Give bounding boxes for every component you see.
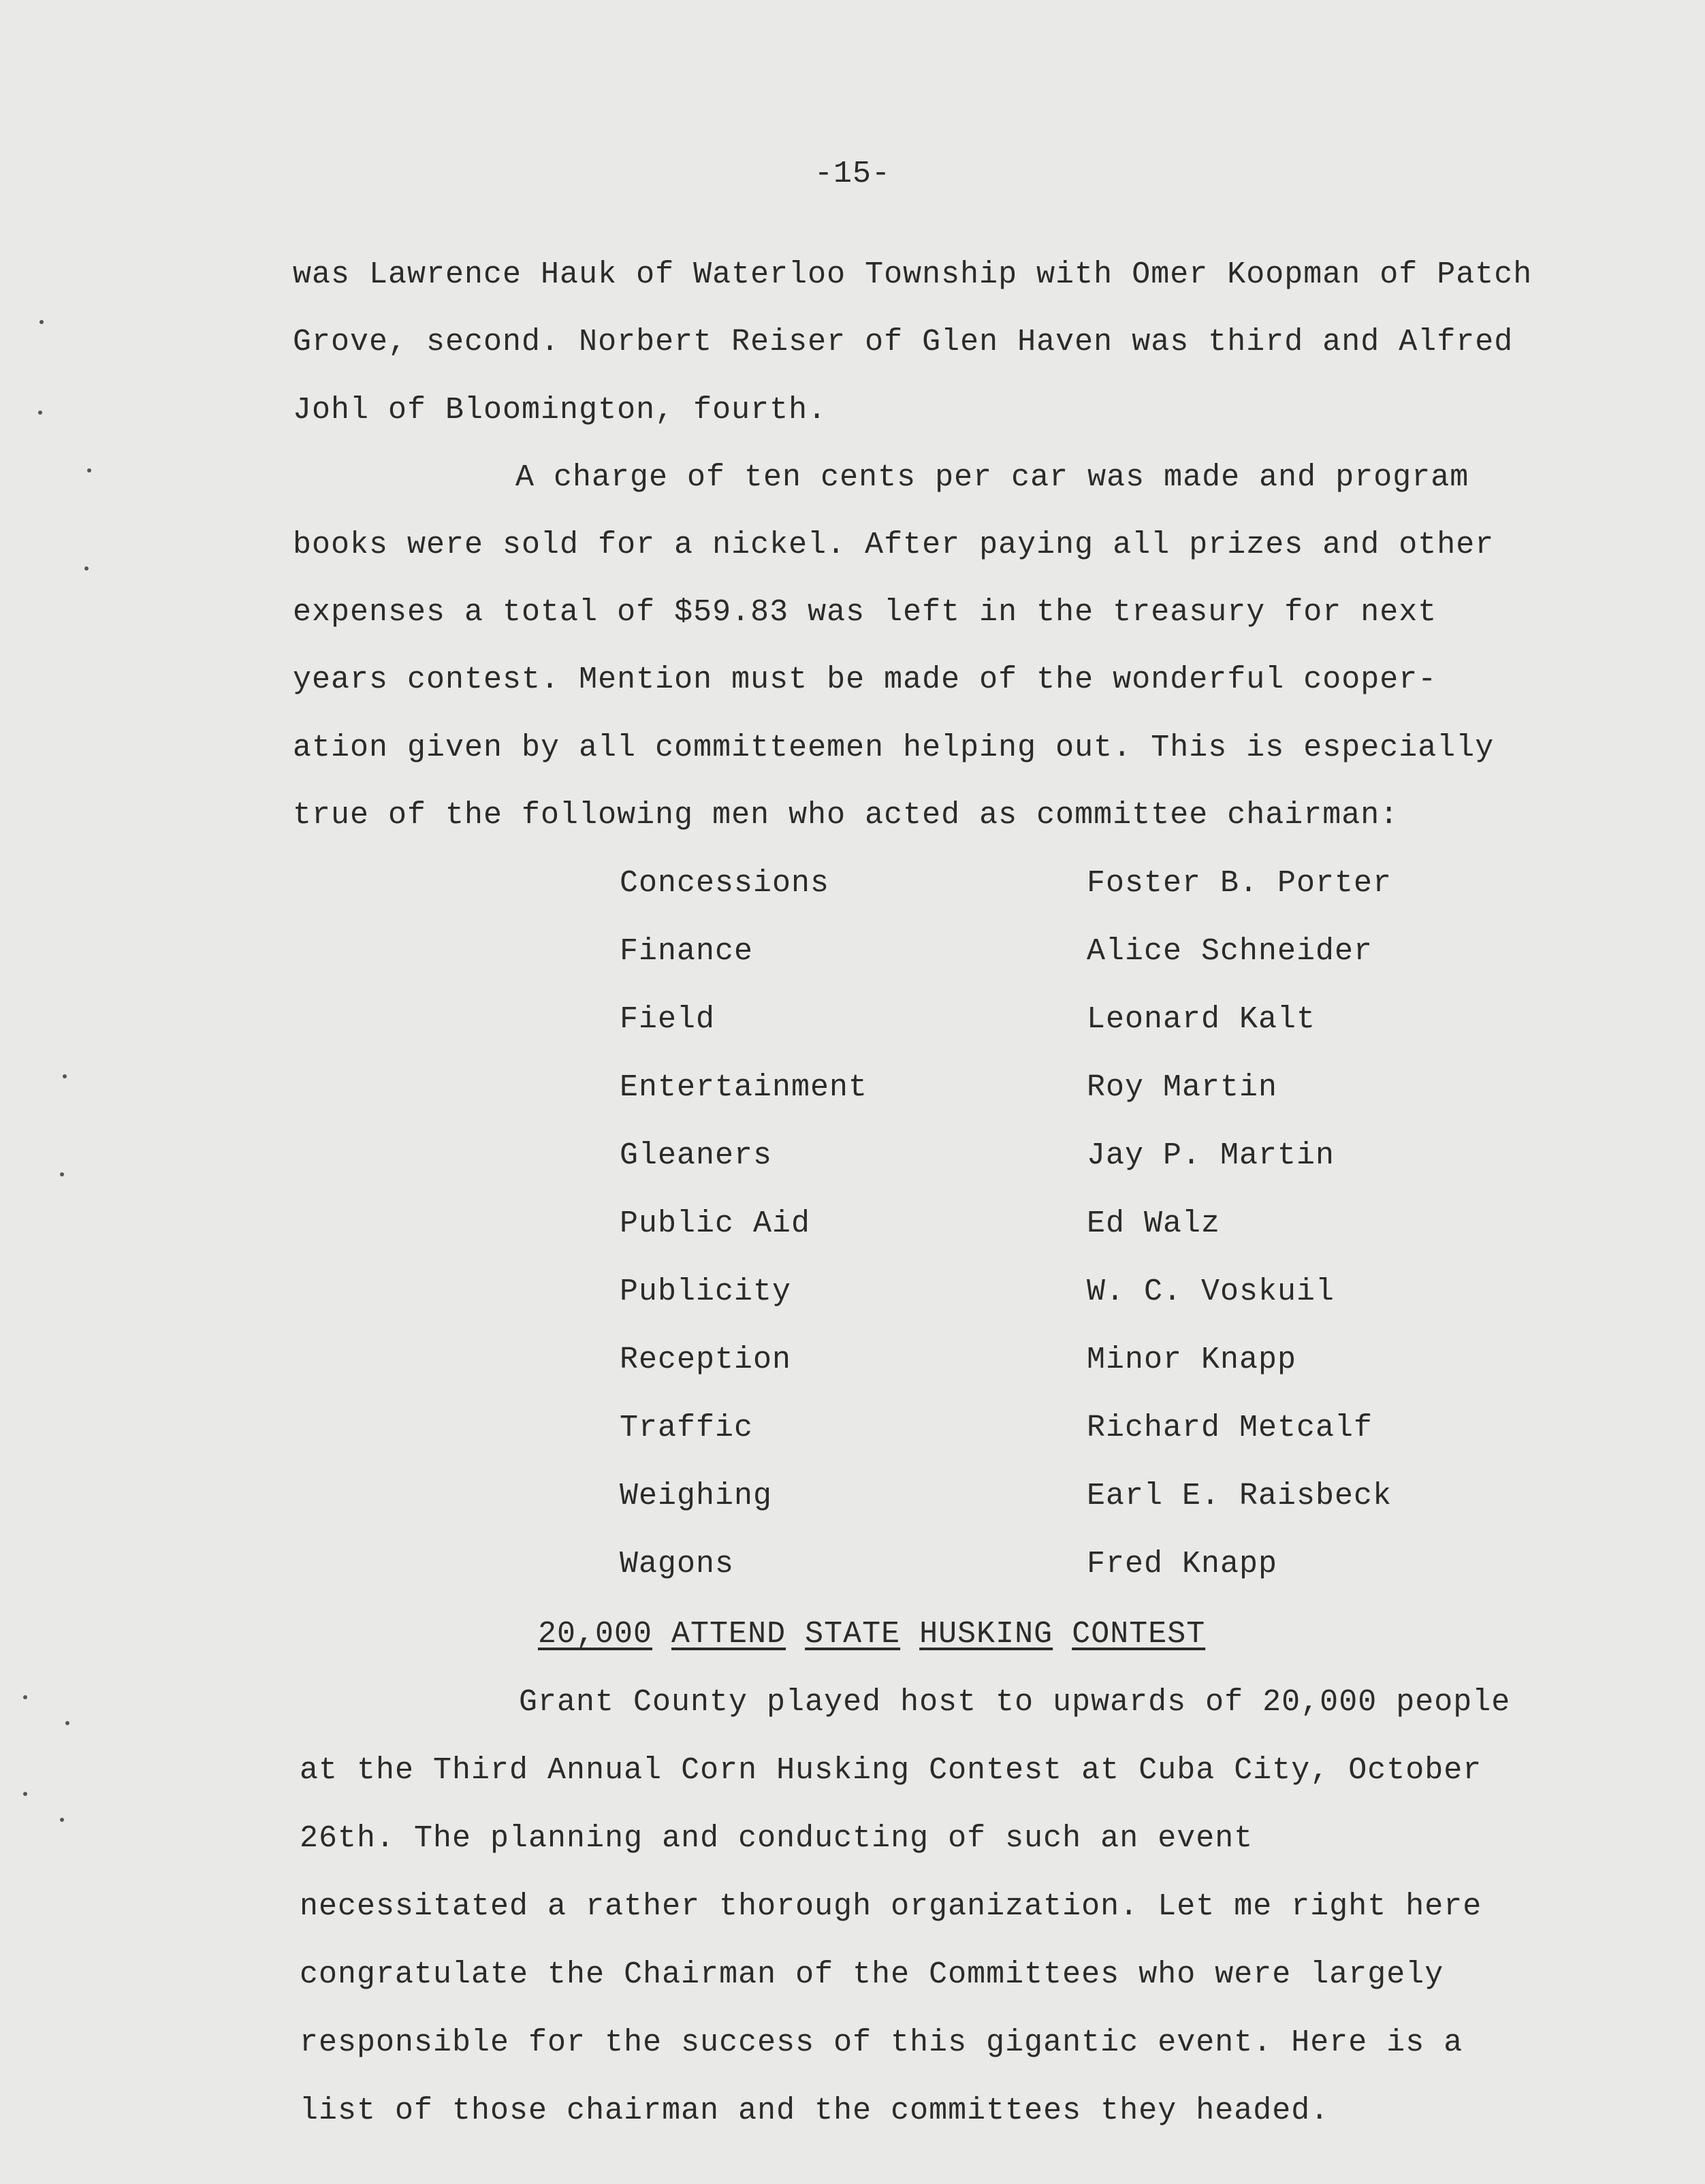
text-line: responsible for the success of this gigantic event. Here is a bbox=[300, 2025, 1463, 2060]
text-line: years contest. Mention must be made of the wonderful cooper- bbox=[293, 662, 1437, 697]
committee-chair: Ed Walz bbox=[1087, 1206, 1221, 1241]
committee-name: Weighing bbox=[620, 1479, 773, 1513]
text-line: Grove, second. Norbert Reiser of Glen Haven was third and Alfred bbox=[293, 325, 1514, 359]
scan-speck bbox=[65, 1721, 69, 1725]
text-line: necessitated a rather thorough organization. Let me right here bbox=[300, 1889, 1482, 1924]
committee-name: Publicity bbox=[620, 1274, 792, 1309]
committee-name: Concessions bbox=[620, 866, 830, 901]
heading-word: HUSKING bbox=[919, 1617, 1053, 1652]
text-line: was Lawrence Hauk of Waterloo Township with Omer Koopman of Patch bbox=[293, 257, 1533, 292]
committee-chair: Jay P. Martin bbox=[1087, 1138, 1335, 1173]
committee-chair: Leonard Kalt bbox=[1087, 1002, 1316, 1037]
text-line: Johl of Bloomington, fourth. bbox=[293, 393, 827, 428]
committee-chair: W. C. Voskuil bbox=[1087, 1274, 1335, 1309]
scan-speck bbox=[84, 566, 89, 571]
committee-chair: Foster B. Porter bbox=[1087, 866, 1392, 901]
heading-word: ATTEND bbox=[671, 1617, 786, 1652]
text-line: 26th. The planning and conducting of such an event bbox=[300, 1821, 1254, 1856]
text-line: A charge of ten cents per car was made and program bbox=[515, 460, 1469, 495]
section-heading bbox=[538, 1617, 1205, 1652]
committee-chair: Earl E. Raisbeck bbox=[1087, 1479, 1392, 1513]
page-number: -15- bbox=[814, 157, 891, 191]
committee-chair: Richard Metcalf bbox=[1087, 1411, 1373, 1445]
scan-speck bbox=[60, 1172, 64, 1176]
committee-chair: Minor Knapp bbox=[1087, 1343, 1297, 1377]
heading-word: STATE bbox=[805, 1617, 901, 1652]
scan-speck bbox=[23, 1695, 27, 1699]
scan-speck bbox=[60, 1818, 64, 1822]
text-line: ation given by all committeemen helping out. This is especially bbox=[293, 730, 1495, 765]
committee-name: Finance bbox=[620, 934, 754, 969]
scan-speck bbox=[87, 468, 91, 472]
committee-chair: Alice Schneider bbox=[1087, 934, 1373, 969]
scan-speck bbox=[39, 320, 44, 324]
committee-name: Reception bbox=[620, 1343, 792, 1377]
text-line: list of those chairman and the committees they headed. bbox=[300, 2093, 1330, 2128]
text-line: books were sold for a nickel. After paying all prizes and other bbox=[293, 528, 1495, 562]
heading-word: CONTEST bbox=[1072, 1617, 1206, 1652]
text-line: expenses a total of $59.83 was left in the treasury for next bbox=[293, 595, 1437, 630]
committee-name: Public Aid bbox=[620, 1206, 811, 1241]
committee-name: Traffic bbox=[620, 1411, 754, 1445]
committee-name: Wagons bbox=[620, 1547, 735, 1581]
scan-speck bbox=[63, 1074, 67, 1078]
scan-speck bbox=[23, 1792, 27, 1796]
text-line: at the Third Annual Corn Husking Contest at Cuba City, October bbox=[300, 1753, 1482, 1788]
committee-chair: Roy Martin bbox=[1087, 1070, 1278, 1105]
scan-speck bbox=[38, 411, 42, 415]
heading-word: 20,000 bbox=[538, 1617, 653, 1652]
committee-name: Gleaners bbox=[620, 1138, 773, 1173]
text-line: Grant County played host to upwards of 20,000 people bbox=[519, 1685, 1511, 1720]
committee-name: Field bbox=[620, 1002, 716, 1037]
text-line: congratulate the Chairman of the Committees who were largely bbox=[300, 1957, 1444, 1992]
text-line: true of the following men who acted as committee chairman: bbox=[293, 798, 1399, 833]
committee-name: Entertainment bbox=[620, 1070, 868, 1105]
committee-chair: Fred Knapp bbox=[1087, 1547, 1278, 1581]
